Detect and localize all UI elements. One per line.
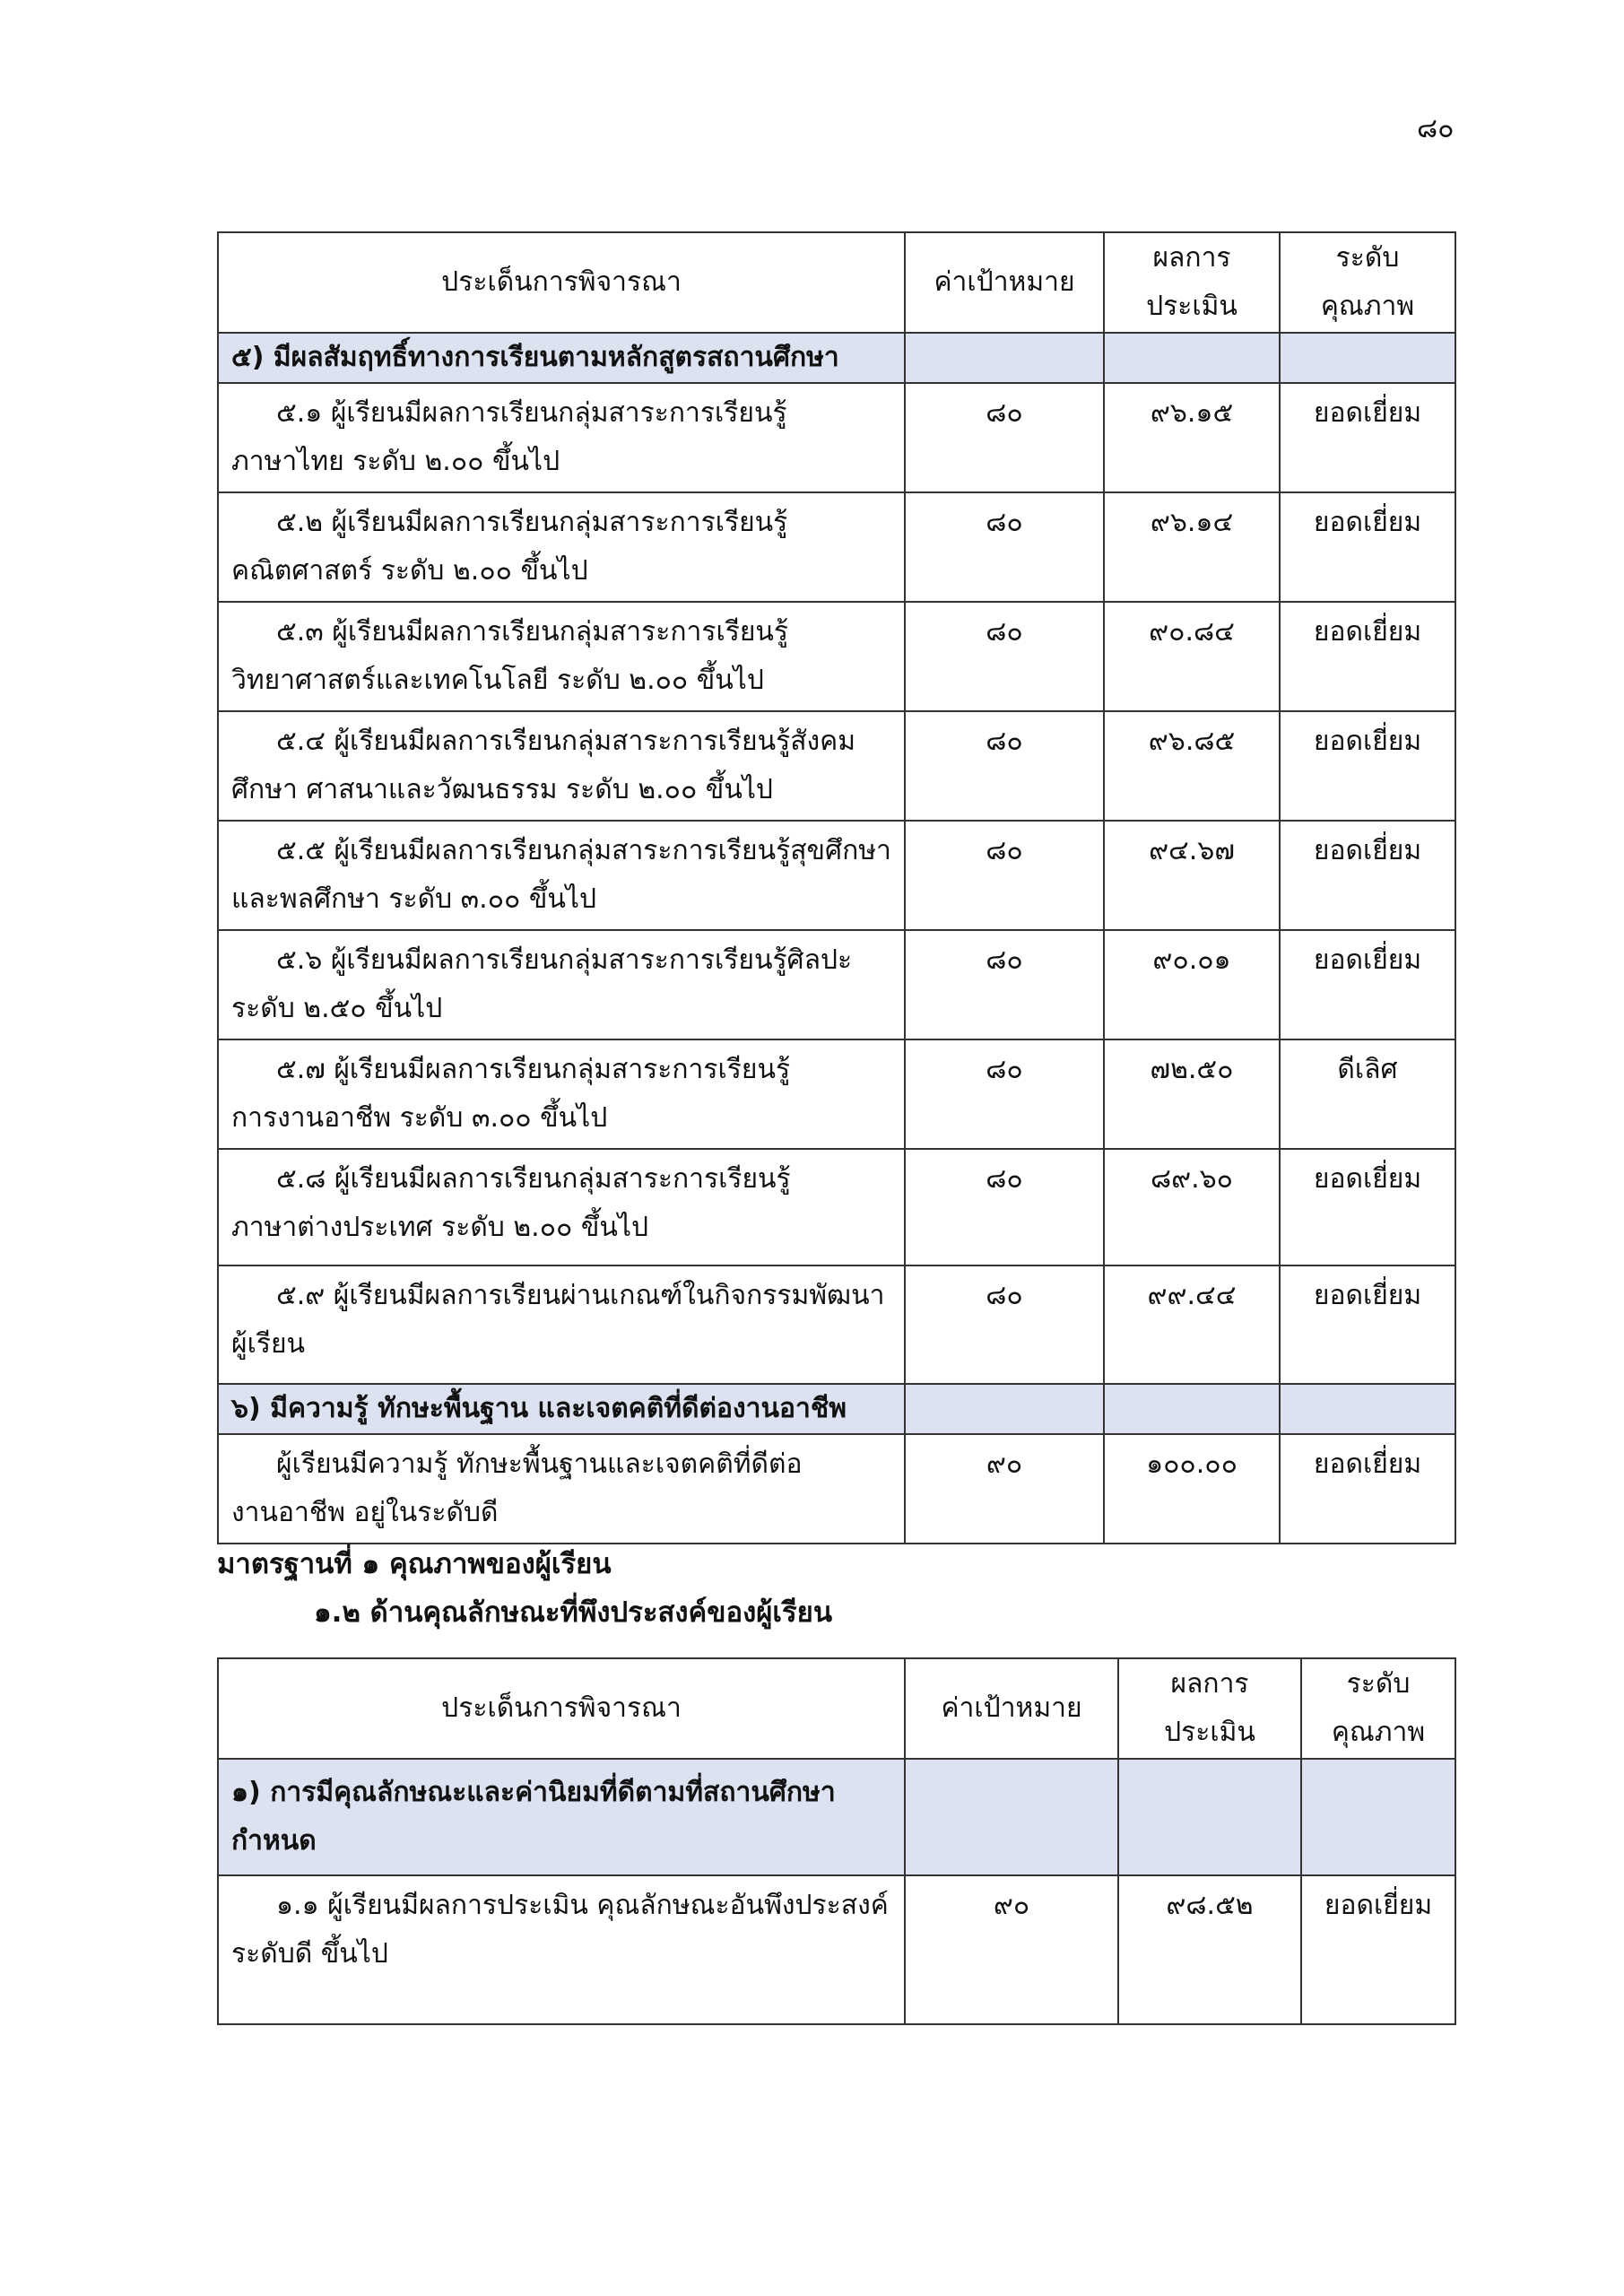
item-line-2: งานอาชีพ อยู่ในระดับดี (231, 1497, 499, 1528)
item-line-1: ๕.๒ ผู้เรียนมีผลการเรียนกลุ่มสาระการเรียนรู้ (276, 507, 788, 538)
item-result: ๙๐.๘๔ (1104, 602, 1280, 711)
table-header-row (218, 1658, 1455, 1759)
item-description (218, 1434, 905, 1544)
item-target: ๘๐ (905, 1149, 1104, 1265)
item-line-2: ภาษาไทย ระดับ ๒.๐๐ ขึ้นไป (231, 446, 560, 477)
item-description (218, 1039, 905, 1149)
item-level: ยอดเยี่ยม (1280, 930, 1455, 1039)
header-result: ผลการ ประเมิน (1118, 1658, 1301, 1759)
item-line-1: ๑.๑ ผู้เรียนมีผลการประเมิน คุณลักษณะอันพึงประสงค์ (276, 1890, 889, 1921)
item-target: ๘๐ (905, 821, 1104, 930)
item-target: ๙๐ (905, 1434, 1104, 1544)
item-line-1: ผู้เรียนมีความรู้ ทักษะพื้นฐานและเจตคติที่ดีต่อ (276, 1448, 803, 1480)
table-row (218, 1039, 1455, 1149)
section-title: ๑) การมีคุณลักษณะและค่านิยมที่ดีตามที่สถานศึกษา กำหนด (218, 1759, 905, 1875)
item-target: ๘๐ (905, 1039, 1104, 1149)
table-row (218, 492, 1455, 602)
item-description (218, 711, 905, 821)
item-result: ๙๖.๑๔ (1104, 492, 1280, 602)
header-level: ระดับ คุณภาพ (1280, 232, 1455, 333)
item-result: ๗๒.๕๐ (1104, 1039, 1280, 1149)
item-target: ๘๐ (905, 492, 1104, 602)
achievement-table (217, 231, 1456, 1544)
item-line-1: ๕.๓ ผู้เรียนมีผลการเรียนกลุ่มสาระการเรียนรู้ (276, 616, 789, 648)
item-result: ๑๐๐.๐๐ (1104, 1434, 1280, 1544)
table-row (218, 711, 1455, 821)
item-level: ยอดเยี่ยม (1280, 492, 1455, 602)
item-level: ยอดเยี่ยม (1280, 602, 1455, 711)
item-level: ดีเลิศ (1280, 1039, 1455, 1149)
item-target: ๙๐ (905, 1875, 1118, 2024)
item-line-2: ระดับดี ขึ้นไป (231, 1938, 388, 1970)
item-line-2: และพลศึกษา ระดับ ๓.๐๐ ขึ้นไป (231, 883, 596, 915)
item-result: ๘๙.๖๐ (1104, 1149, 1280, 1265)
standard-heading: มาตรฐานที่ ๑ คุณภาพของผู้เรียน (217, 1548, 612, 1580)
item-target: ๘๐ (905, 602, 1104, 711)
item-line-1: ๕.๔ ผู้เรียนมีผลการเรียนกลุ่มสาระการเรียนรู้สังคม (276, 726, 856, 757)
characteristics-table (217, 1657, 1456, 2025)
header-level: ระดับ คุณภาพ (1301, 1658, 1455, 1759)
table-header-row (218, 232, 1455, 333)
table-row (218, 1434, 1455, 1544)
item-line-2: ผู้เรียน (231, 1328, 306, 1360)
item-target: ๘๐ (905, 383, 1104, 492)
item-line-2: คณิตศาสตร์ ระดับ ๒.๐๐ ขึ้นไป (231, 555, 588, 587)
page-number: ๘๐ (1417, 113, 1455, 144)
item-result: ๙๐.๐๑ (1104, 930, 1280, 1039)
item-line-1: ๕.๙ ผู้เรียนมีผลการเรียนผ่านเกณฑ์ในกิจกรรมพัฒนา (276, 1280, 885, 1311)
item-description (218, 383, 905, 492)
section-row (218, 333, 1455, 383)
item-line-2: ศึกษา ศาสนาและวัฒนธรรม ระดับ ๒.๐๐ ขึ้นไป (231, 774, 773, 805)
item-target: ๘๐ (905, 711, 1104, 821)
item-result: ๙๙.๔๔ (1104, 1265, 1280, 1384)
item-description (218, 602, 905, 711)
table-row (218, 1265, 1455, 1384)
item-level: ยอดเยี่ยม (1280, 821, 1455, 930)
item-description (218, 1875, 905, 2024)
item-line-2: การงานอาชีพ ระดับ ๓.๐๐ ขึ้นไป (231, 1102, 608, 1134)
item-line-1: ๕.๕ ผู้เรียนมีผลการเรียนกลุ่มสาระการเรียนรู้สุขศึกษา (276, 835, 891, 866)
header-issue: ประเด็นการพิจารณา (218, 1658, 905, 1759)
header-issue: ประเด็นการพิจารณา (218, 232, 905, 333)
section-title: ๕) มีผลสัมฤทธิ์ทางการเรียนตามหลักสูตรสถานศึกษา (218, 333, 905, 383)
item-result: ๙๖.๘๕ (1104, 711, 1280, 821)
table-row (218, 602, 1455, 711)
item-level: ยอดเยี่ยม (1280, 1149, 1455, 1265)
item-level: ยอดเยี่ยม (1280, 711, 1455, 821)
item-line-1: ๕.๖ ผู้เรียนมีผลการเรียนกลุ่มสาระการเรียนรู้ศิลปะ (276, 944, 853, 976)
section-row (218, 1759, 1455, 1875)
table-row (218, 1875, 1455, 2024)
item-line-1: ๕.๘ ผู้เรียนมีผลการเรียนกลุ่มสาระการเรียนรู้ (276, 1163, 791, 1195)
item-result: ๙๘.๕๒ (1118, 1875, 1301, 2024)
header-result: ผลการ ประเมิน (1104, 232, 1280, 333)
item-level: ยอดเยี่ยม (1280, 1434, 1455, 1544)
item-description (218, 492, 905, 602)
item-result: ๙๔.๖๗ (1104, 821, 1280, 930)
table-row (218, 821, 1455, 930)
item-level: ยอดเยี่ยม (1280, 1265, 1455, 1384)
item-line-2: ภาษาต่างประเทศ ระดับ ๒.๐๐ ขึ้นไป (231, 1212, 648, 1243)
header-target: ค่าเป้าหมาย (905, 1658, 1118, 1759)
item-result: ๙๖.๑๕ (1104, 383, 1280, 492)
section-title: ๖) มีความรู้ ทักษะพื้นฐาน และเจตคติที่ดีต่องานอาชีพ (218, 1384, 905, 1434)
item-description (218, 930, 905, 1039)
item-line-2: วิทยาศาสตร์และเทคโนโลยี ระดับ ๒.๐๐ ขึ้นไป (231, 665, 764, 696)
table-row (218, 383, 1455, 492)
item-description (218, 1265, 905, 1384)
item-level: ยอดเยี่ยม (1301, 1875, 1455, 2024)
item-line-1: ๕.๗ ผู้เรียนมีผลการเรียนกลุ่มสาระการเรียนรู้ (276, 1054, 791, 1085)
item-level: ยอดเยี่ยม (1280, 383, 1455, 492)
table-row (218, 1149, 1455, 1265)
item-line-1: ๕.๑ ผู้เรียนมีผลการเรียนกลุ่มสาระการเรียนรู้ (276, 397, 787, 429)
item-line-2: ระดับ ๒.๕๐ ขึ้นไป (231, 993, 443, 1024)
item-description (218, 821, 905, 930)
item-target: ๘๐ (905, 1265, 1104, 1384)
section-row (218, 1384, 1455, 1434)
header-target: ค่าเป้าหมาย (905, 232, 1104, 333)
item-target: ๘๐ (905, 930, 1104, 1039)
item-description (218, 1149, 905, 1265)
sub-heading: ๑.๒ ด้านคุณลักษณะที่พึงประสงค์ของผู้เรียน (314, 1596, 833, 1629)
table-row (218, 930, 1455, 1039)
